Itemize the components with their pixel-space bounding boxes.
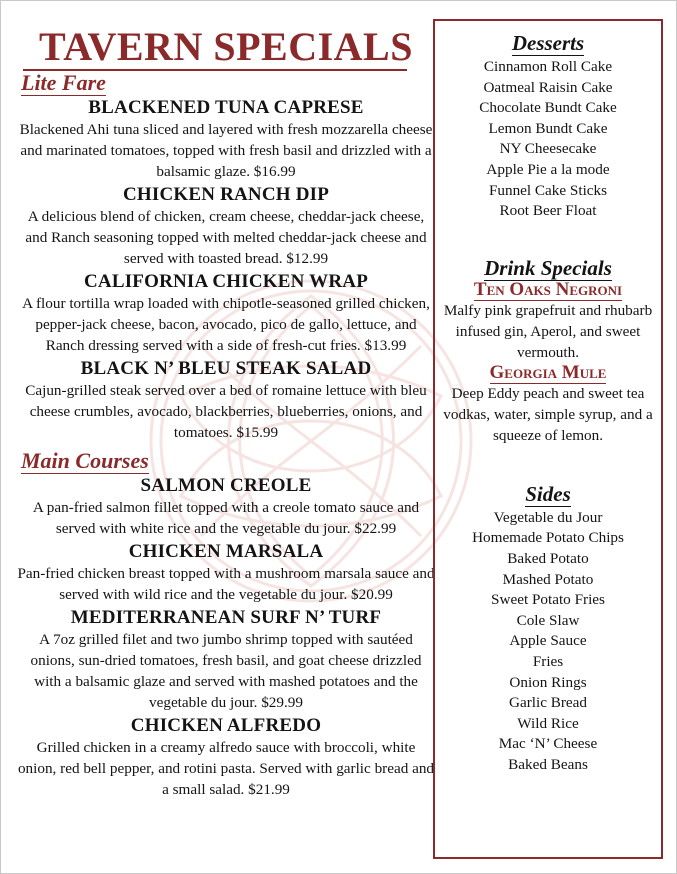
menu-item-name: CHICKEN ALFREDO	[130, 715, 322, 736]
sidebar-box	[433, 19, 663, 859]
page-title: TAVERN SPECIALS	[39, 24, 413, 69]
menu-item-name: BLACK N’ BLEU STEAK SALAD	[80, 358, 372, 379]
menu-item-description: A flour tortilla wrap loaded with chipotle-seasoned grilled chicken, pepper-jack cheese, bacon, avocado, pico de gallo, lettuce, and Ranch dressing served with a side of fresh-cut fries. $13.99	[22, 295, 430, 354]
menu-item-name: SALMON CREOLE	[140, 475, 312, 496]
list-item: Homemade Potato Chips	[472, 529, 624, 547]
list-item: NY Cheesecake	[499, 140, 597, 158]
sides-list	[435, 508, 661, 776]
desserts-list	[435, 57, 661, 222]
menu-item-description: Cajun-grilled steak served over a bed of romaine lettuce with bleu cheese crumbles, avocado, blackberries, blueberries, onions, and tomatoes. $15.99	[25, 382, 427, 441]
list-item: Cinnamon Roll Cake	[483, 58, 613, 75]
menu-item-name: BLACKENED TUNA CAPRESE	[88, 97, 364, 118]
list-item: Mac ‘N’ Cheese	[498, 735, 598, 753]
list-item: Cole Slaw	[516, 611, 580, 629]
menu-item-name: CHICKEN MARSALA	[128, 541, 324, 562]
list-item: Fries	[532, 652, 564, 670]
menu-item-description: A pan-fried salmon fillet topped with a creole tomato sauce and served with white rice and the vegetable du jour. $22.99	[32, 499, 420, 537]
list-item: Sweet Potato Fries	[491, 591, 605, 609]
list-item: Wild Rice	[517, 714, 579, 732]
menu-item-name: MEDITERRANEAN SURF N’ TURF	[70, 607, 382, 628]
lite-fare-heading: Lite Fare	[21, 70, 106, 95]
list-item: Vegetable du Jour	[493, 508, 603, 526]
drink-specials-heading: Drink Specials	[484, 255, 612, 280]
menu-item-description: A 7oz grilled filet and two jumbo shrimp topped with sautéed onions, sun-dried tomatoes, fresh basil, and goat cheese drizzled with a balsamic glaze and served with mashed potatoes and the vegetable du jour. $29.99	[30, 631, 422, 711]
list-item: Root Beer Float	[499, 202, 597, 220]
list-item: Chocolate Bundt Cake	[479, 99, 617, 117]
list-item: Lemon Bundt Cake	[488, 119, 608, 137]
left-column	[15, 25, 437, 800]
menu-item-description: Pan-fried chicken breast topped with a mushroom marsala sauce and served with wild rice and the vegetable du jour. $20.99	[17, 565, 435, 603]
list-item: Baked Potato	[507, 549, 589, 567]
list-item: Baked Beans	[508, 755, 588, 773]
drink-name: Ten Oaks Negroni	[473, 278, 623, 300]
list-item: Oatmeal Raisin Cake	[483, 78, 613, 96]
drink-description: Deep Eddy peach and sweet tea vodkas, water, simple syrup, and a squeeze of lemon.	[443, 384, 653, 444]
desserts-heading: Desserts	[511, 31, 585, 55]
sides-heading: Sides	[525, 481, 571, 506]
list-item: Funnel Cake Sticks	[488, 181, 608, 199]
main-courses-heading: Main Courses	[21, 448, 149, 473]
menu-item-description: Grilled chicken in a creamy alfredo sauce with broccoli, white onion, red bell pepper, and rotini pasta. Served with garlic bread and a small salad. $21.99	[17, 739, 435, 798]
menu-item-name: CALIFORNIA CHICKEN WRAP	[84, 271, 368, 292]
list-item: Onion Rings	[509, 673, 587, 691]
menu-item-name: CHICKEN RANCH DIP	[122, 184, 330, 205]
list-item: Apple Pie a la mode	[486, 160, 610, 178]
drink-name: Georgia Mule	[489, 361, 607, 383]
list-item: Apple Sauce	[509, 632, 587, 650]
menu-item-description: Blackened Ahi tuna sliced and layered with fresh mozzarella cheese and marinated tomatoes, topped with fresh basil and drizzled with a balsamic glaze. $16.99	[19, 121, 433, 180]
list-item: Mashed Potato	[502, 570, 594, 588]
list-item: Garlic Bread	[508, 694, 587, 712]
drink-description: Malfy pink grapefruit and rhubarb infused gin, Aperol, and sweet vermouth.	[443, 301, 653, 361]
menu-item-description: A delicious blend of chicken, cream cheese, cheddar-jack cheese, and Ranch seasoning topped with melted cheddar-jack cheese and served with toasted bread. $12.99	[25, 208, 427, 267]
